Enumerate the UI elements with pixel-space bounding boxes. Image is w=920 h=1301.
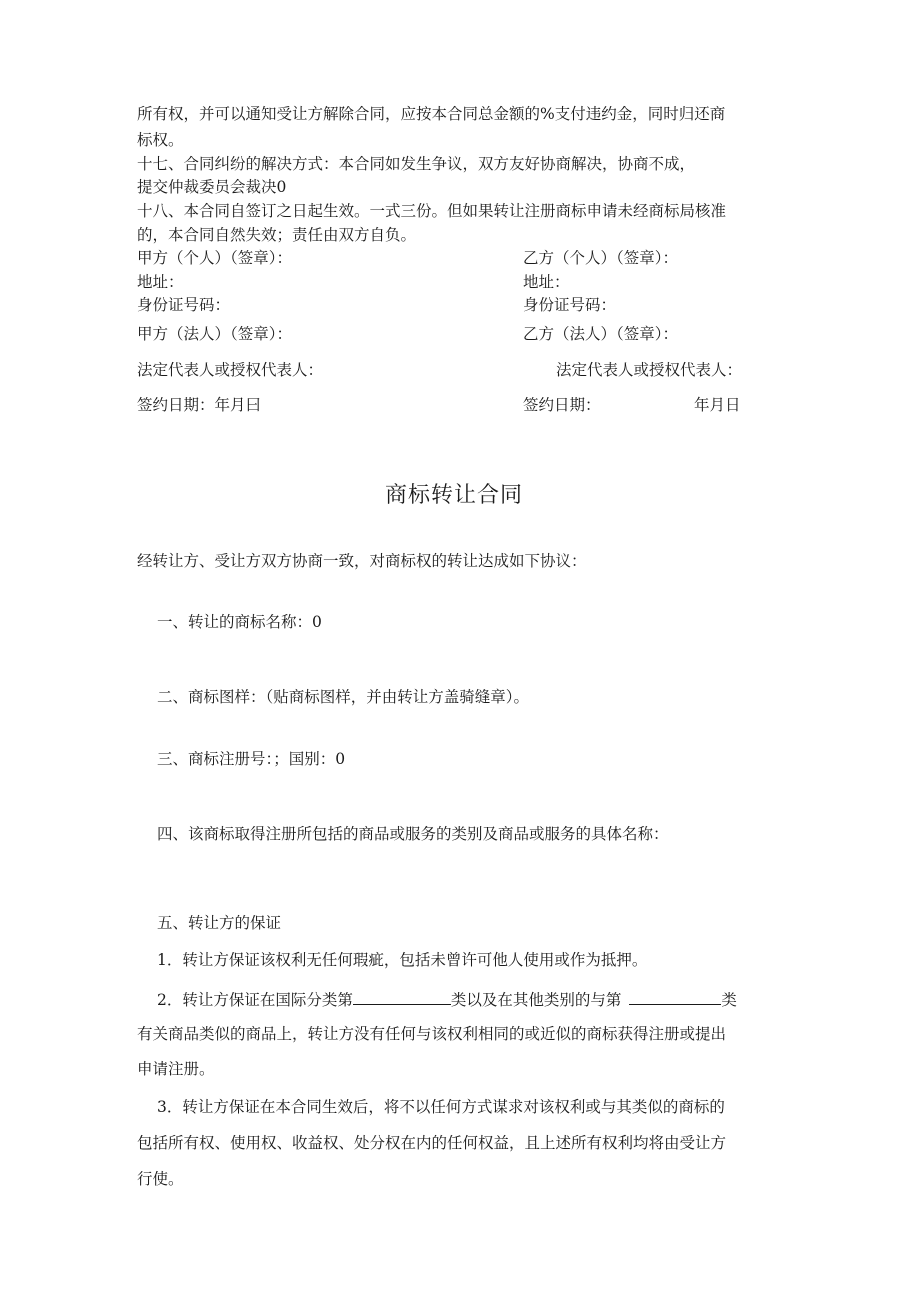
party-b-sign-date-label: 签约日期： (523, 396, 601, 414)
party-b-address: 地址： (523, 273, 570, 291)
item-registration-number: 三、商标注册号：；国别：0 (157, 750, 346, 768)
item-trademark-design: 二、商标图样：（贴商标图样，并由转让方盖骑缝章）。 (157, 688, 530, 706)
party-a-individual-signature: 甲方（个人）（签章）： (137, 249, 293, 267)
party-a-representative: 法定代表人或授权代表人： (137, 361, 324, 379)
party-a-sign-date: 签约日期：年月曰 (137, 396, 262, 414)
party-a-id-number: 身份证号码： (137, 296, 231, 314)
contract-title: 商标转让合同 (385, 483, 524, 508)
guarantee-2-continued: 申请注册。 (137, 1060, 215, 1078)
party-a-legal-signature: 甲方（法人）（签章）： (137, 325, 293, 343)
class-number-blank (629, 990, 721, 1005)
item-trademark-name: 一、转让的商标名称：0 (157, 613, 322, 631)
paragraph-line: 所有权，并可以通知受让方解除合同，应按本合同总金额的%支付违约金，同时归还商 (137, 105, 726, 123)
guarantee-2-line (157, 990, 737, 1009)
paragraph-line: 标权。 (137, 131, 184, 149)
party-b-legal-signature: 乙方（法人）（签章）： (523, 325, 679, 343)
guarantee-2-text: 类以及在其他类别的与第 (450, 991, 622, 1009)
party-b-sign-date-value: 年月日 (694, 396, 741, 414)
party-a-address: 地址： (137, 273, 184, 291)
guarantee-3: 3．转让方保证在本合同生效后，将不以任何方式谋求对该权利或与其类似的商标的 (157, 1098, 725, 1116)
item-goods-services: 四、该商标取得注册所包括的商品或服务的类别及商品或服务的具体名称： (157, 825, 669, 843)
item-guarantees-heading: 五、转让方的保证 (157, 914, 282, 932)
clause-17-line: 提交仲裁委员会裁决0 (137, 178, 287, 196)
guarantee-2-text: 2．转让方保证在国际分类第 (157, 991, 353, 1009)
guarantee-3-continued: 行使。 (137, 1170, 184, 1188)
class-number-blank (353, 990, 451, 1005)
guarantee-2-text: 类 (721, 991, 737, 1009)
contract-intro: 经转让方、受让方双方协商一致，对商标权的转让达成如下协议： (137, 552, 587, 570)
party-b-individual-signature: 乙方（个人）（签章）： (523, 249, 679, 267)
guarantee-3-continued: 包括所有权、使用权、收益权、处分权在内的任何权益，且上述所有权利均将由受让方 (137, 1134, 727, 1152)
party-b-representative: 法定代表人或授权代表人： (556, 361, 743, 379)
guarantee-2-continued: 有关商品类似的商品上，转让方没有任何与该权利相同的或近似的商标获得注册或提出 (137, 1025, 727, 1043)
party-b-id-number: 身份证号码： (523, 296, 617, 314)
clause-17-line: 十七、合同纠纷的解决方式：本合同如发生争议，双方友好协商解决，协商不成， (137, 155, 696, 173)
clause-18-line: 十八、本合同自签订之日起生效。一式三份。但如果转让注册商标申请未经商标局核准 (137, 202, 727, 220)
guarantee-1: 1．转让方保证该权利无任何瑕疵，包括未曾许可他人使用或作为抵押。 (157, 951, 648, 969)
clause-18-line: 的，本合同自然失效；责任由双方自负。 (137, 226, 417, 244)
